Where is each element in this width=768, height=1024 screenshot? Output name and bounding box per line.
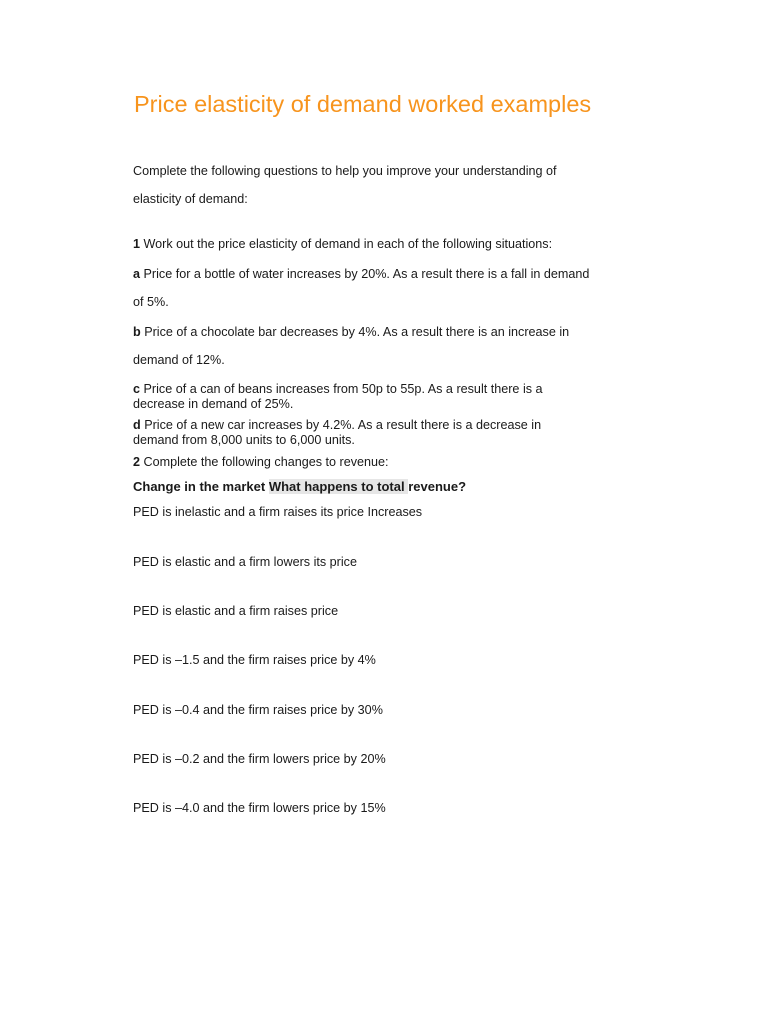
question-1-text: Work out the price elasticity of demand in each of the following situations: xyxy=(140,237,553,251)
revenue-row: PED is –1.5 and the firm raises price by 4% xyxy=(133,653,376,667)
intro-line-2: elasticity of demand: xyxy=(133,192,248,206)
question-1d-line-2: demand from 8,000 units to 6,000 units. xyxy=(133,433,355,447)
header-revenue: revenue? xyxy=(408,479,467,494)
question-1a-letter: a xyxy=(133,267,141,281)
question-1b-text: Price of a chocolate bar decreases by 4%. As a result there is an increase in xyxy=(140,325,570,339)
question-1a-text: Price for a bottle of water increases by 20%. As a result there is a fall in demand xyxy=(140,267,590,281)
revenue-row: PED is inelastic and a firm raises its price Increases xyxy=(133,505,423,519)
question-1b-letter: b xyxy=(133,325,141,339)
question-1d-text: Price of a new car increases by 4.2%. As a result there is a decrease in xyxy=(140,418,542,432)
revenue-row: PED is elastic and a firm lowers its price xyxy=(133,555,357,569)
question-1b-line-1 xyxy=(133,325,569,339)
revenue-row: PED is –0.2 and the firm lowers price by 20% xyxy=(133,752,386,766)
intro-line-1: Complete the following questions to help you improve your understanding of xyxy=(133,164,557,178)
question-1a-line-1 xyxy=(133,267,589,281)
question-1c-line-1 xyxy=(133,382,543,396)
question-1c-line-2: decrease in demand of 25%. xyxy=(133,397,294,411)
revenue-row: PED is –4.0 and the firm lowers price by 15% xyxy=(133,801,386,815)
question-2 xyxy=(133,455,389,469)
question-2-text: Complete the following changes to revenue: xyxy=(140,455,389,469)
question-1b-line-2: demand of 12%. xyxy=(133,353,225,367)
revenue-row: PED is elastic and a firm raises price xyxy=(133,604,339,618)
question-1d-line-1 xyxy=(133,418,541,432)
question-1-number: 1 xyxy=(133,237,141,251)
revenue-row: PED is –0.4 and the firm raises price by 30% xyxy=(133,703,383,717)
page-title: Price elasticity of demand worked examples xyxy=(134,91,592,117)
header-what-happens-highlight: What happens to total xyxy=(268,479,409,494)
question-2-number: 2 xyxy=(133,455,141,469)
question-1c-letter: c xyxy=(133,382,141,396)
question-1c-text: Price of a can of beans increases from 50p to 55p. As a result there is a xyxy=(140,382,543,396)
question-1 xyxy=(133,237,552,251)
question-1d-letter: d xyxy=(133,418,141,432)
revenue-table-header xyxy=(133,480,466,494)
header-change-in-market: Change in the market xyxy=(133,479,269,494)
question-1a-line-2: of 5%. xyxy=(133,295,169,309)
